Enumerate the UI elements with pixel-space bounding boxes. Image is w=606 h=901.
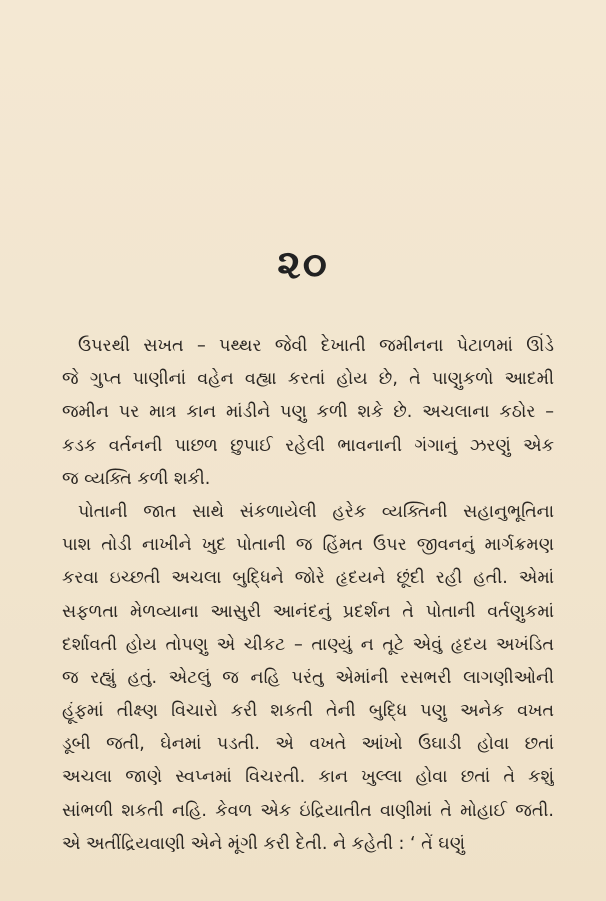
text-line: કડક વર્તનની પાછળ છુપાઈ રહેલી ભાવનાની ગંગાનું ઝરણું એક (62, 435, 554, 456)
text-line: જમીન પર માત્ર કાન માંડીને પણુ કળી શકે છે. અચલાના કઠોર – (62, 402, 554, 423)
text-line: પાશ તોડી નાખીને ખુદ પોતાની જ હિંમત ઉપર જીવનનું માર્ગક્રમણ (62, 535, 554, 556)
text-line: હૂંફમાં તીક્ષ્ણ વિચારો કરી શકતી તેની બુદ્ધિ પણુ અનેક વખત (62, 701, 554, 722)
text-line: એ અતીંદ્રિયવાણી એને મૂંગી કરી દેતી. ને કહેતી : ‘ તેં ઘણું (62, 833, 465, 854)
paragraph-2 (62, 496, 554, 861)
paragraph-1 (62, 330, 554, 496)
text-line: જ રહ્યું હતું. એટલું જ નહિ પરંતુ એમાંની રસભરી લાગણીઓની (62, 667, 554, 688)
text-line: કરવા ઇચ્છતી અચલા બુદ્ધિને જોરે હૃદયને છૂંદી રહી હતી. એમાં (62, 568, 554, 589)
text-line: જે ગુપ્ત પાણીનાં વહેન વહ્યા કરતાં હોય છે, તે પાણુકળો આદમી (62, 369, 554, 390)
text-line: સાંભળી શકતી નહિ. કેવળ એક ઇંદ્રિયાતીત વાણીમાં તે મોહાઈ જતી. (62, 800, 554, 821)
text-line: જ વ્યક્તિ કળી શકી. (62, 468, 211, 489)
text-line: પોતાની જાત સાથે સંકળાયેલી હરેક વ્યક્તિની સહાનુભૂતિના (78, 501, 554, 522)
text-line: સફળતા મેળવ્યાના આસુરી આનંદનું પ્રદર્શન તે પોતાની વર્તણુકમાં (62, 601, 554, 622)
text-line: ડૂબી જતી, ઘેનમાં પડતી. એ વખતે આંખો ઉઘાડી હોવા છતાં (62, 734, 554, 755)
chapter-number: ૨૦ (277, 242, 329, 288)
text-line: અચલા જાણે સ્વપ્નમાં વિચરતી. કાન ખુલ્લા હોવા છતાં તે કશું (62, 767, 554, 788)
body-text (62, 330, 554, 861)
text-line: દર્શાવતી હોય તોપણુ એ ચીકટ – તાણ્યું ન તૂટે એવું હૃદય અખંડિત (62, 634, 554, 655)
text-line: ઉપરથી સખત – પથ્થર જેવી દેખાતી જમીનના પેટાળમાં ઊંડે (78, 336, 554, 356)
